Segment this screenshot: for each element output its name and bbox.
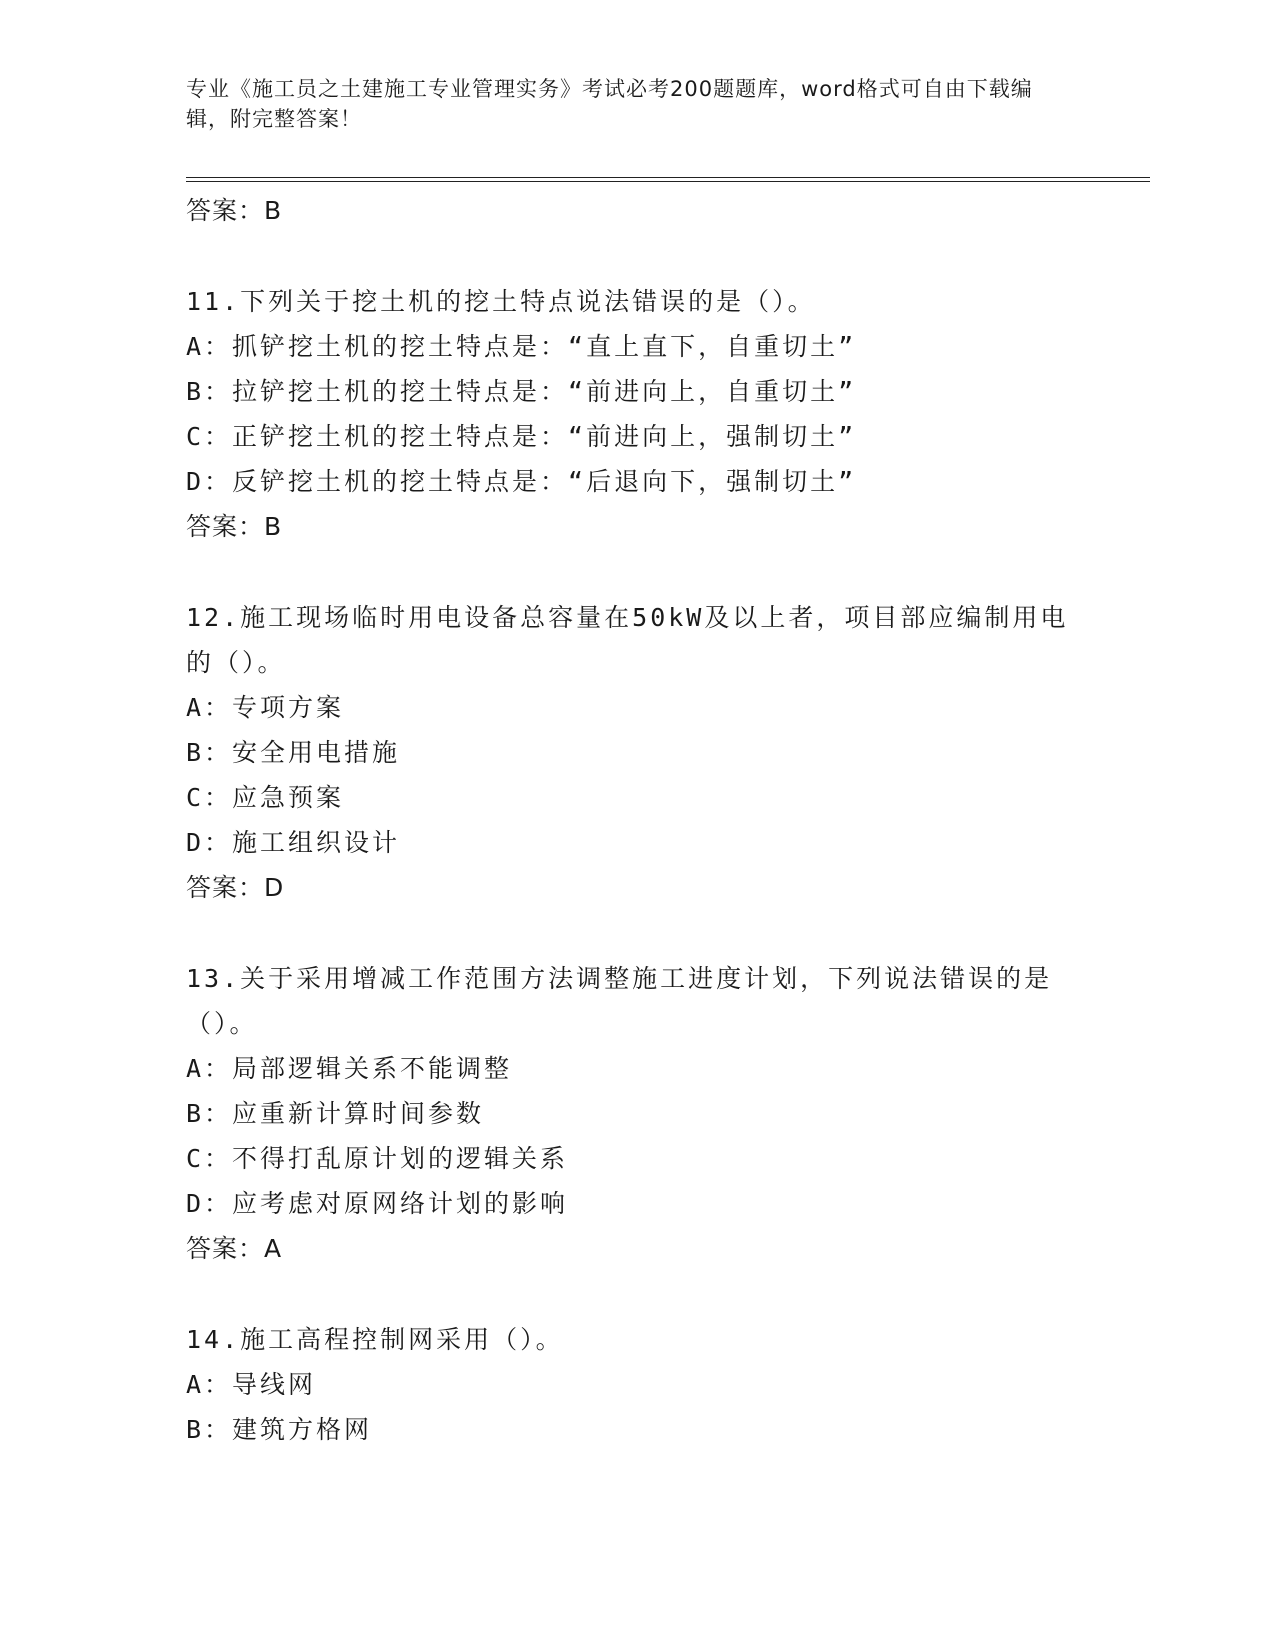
document-body <box>186 188 1086 1452</box>
document-header: 专业《施工员之土建施工专业管理实务》考试必考200题题库，word格式可自由下载编辑，附完整答案！ <box>186 77 1033 131</box>
spacer <box>186 910 1086 956</box>
spacer <box>186 1271 1086 1317</box>
question-block <box>186 279 1086 549</box>
question-text: 11.下列关于挖土机的挖土特点说法错误的是（）。 <box>186 287 816 316</box>
option-c: C：正铲挖土机的挖土特点是：“前进向上，强制切土” <box>186 422 857 451</box>
header-divider-bottom <box>186 181 1150 182</box>
option-a: A：抓铲挖土机的挖土特点是：“直上直下，自重切土” <box>186 332 857 361</box>
option-b: B：安全用电措施 <box>186 738 401 767</box>
option-c: C：不得打乱原计划的逻辑关系 <box>186 1144 569 1173</box>
question-block <box>186 595 1086 910</box>
spacer <box>186 549 1086 595</box>
question-block <box>186 956 1086 1271</box>
question-text: 12.施工现场临时用电设备总容量在50kW及以上者，项目部应编制用电的（）。 <box>186 603 1069 677</box>
header-divider-top <box>186 177 1150 178</box>
option-c: C：应急预案 <box>186 783 345 812</box>
option-b: B：建筑方格网 <box>186 1415 373 1444</box>
option-a: A：局部逻辑关系不能调整 <box>186 1054 513 1083</box>
option-d: D：应考虑对原网络计划的影响 <box>186 1189 569 1218</box>
answer-line: 答案：A <box>186 1234 283 1263</box>
option-a: A：导线网 <box>186 1370 317 1399</box>
question-block <box>186 1317 1086 1452</box>
answer-line: 答案：B <box>186 512 283 541</box>
spacer <box>186 233 1086 279</box>
answer-line: 答案：B <box>186 196 283 225</box>
question-text: 14.施工高程控制网采用（）。 <box>186 1325 564 1354</box>
option-d: D：反铲挖土机的挖土特点是：“后退向下，强制切土” <box>186 467 857 496</box>
question-text: 13.关于采用增减工作范围方法调整施工进度计划，下列说法错误的是（）。 <box>186 964 1053 1038</box>
answer-line: 答案：D <box>186 873 285 902</box>
option-b: B：拉铲挖土机的挖土特点是：“前进向上，自重切土” <box>186 377 857 406</box>
option-a: A：专项方案 <box>186 693 345 722</box>
option-b: B：应重新计算时间参数 <box>186 1099 485 1128</box>
option-d: D：施工组织设计 <box>186 828 401 857</box>
